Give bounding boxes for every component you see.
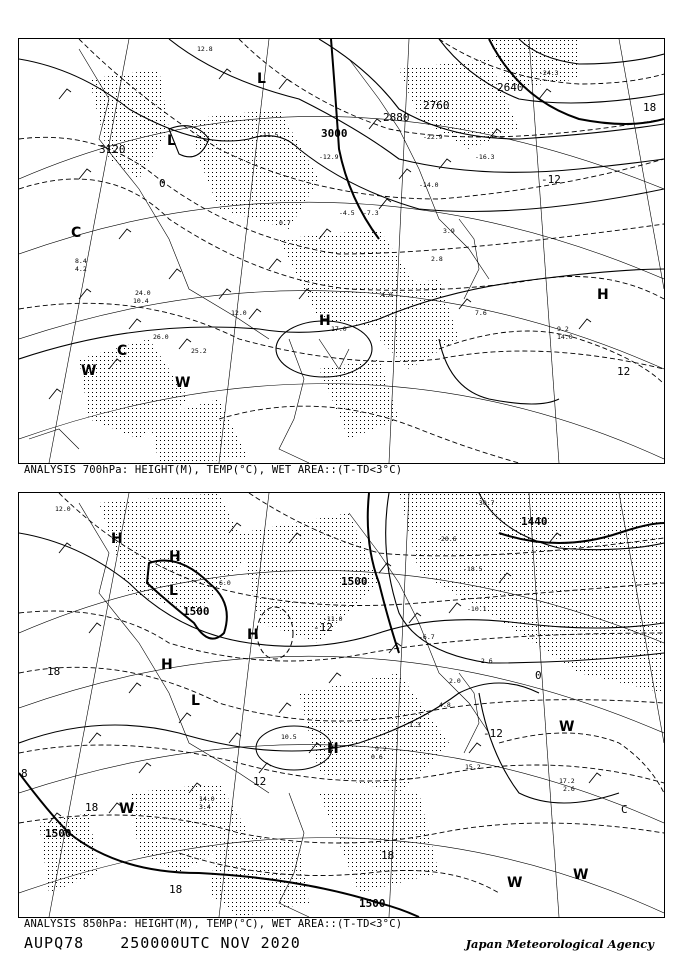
station-value: 17.0 [331,325,347,333]
station-value: 12.0 [231,309,247,317]
pressure-center: H [319,313,331,329]
temp-label: 0 [535,669,542,682]
station-value: 4.0 [381,291,393,299]
chart-code: AUPQ78 [24,934,85,952]
pressure-center: H [111,531,123,547]
station-value: 0.6 [371,753,383,761]
temp-label: 18 [47,665,61,678]
station-value: -4.5 [339,209,355,217]
station-value: -16.3 [475,153,495,161]
station-value: 17.2 [559,777,575,785]
height-label: 3120 [99,143,126,156]
station-value: -11.0 [323,615,343,623]
station-value: 2.0 [449,677,461,685]
temp-label: 12 [617,365,631,378]
pressure-center: W [175,375,191,391]
station-value: 7.6 [475,309,487,317]
temp-label: 18 [643,101,657,114]
station-value: -11.5 [259,131,279,139]
station-value: 14.0 [199,795,215,803]
station-value: -24.3 [539,69,559,77]
chart-identifier [24,934,327,952]
temp-label: -12 [541,173,561,186]
station-value: 4.2 [75,265,87,273]
temp-label: 18 [85,801,99,814]
height-label: 1500 [359,897,386,910]
station-value: 2.8 [431,255,443,263]
pressure-center: L [167,133,176,149]
pressure-center: H [161,657,173,673]
pressure-center: C [117,343,128,359]
temp-label: 18 [381,849,395,862]
station-value: -12.9 [319,153,339,161]
caption-850hpa: ANALYSIS 850hPa: HEIGHT(M), TEMP(°C), WET AREA::(T-TD<3°C) [24,918,403,930]
station-value: -30.7 [475,499,495,507]
station-value: 25.2 [191,347,207,355]
temp-label: 0 [159,177,166,190]
height-label: 3000 [321,127,348,140]
station-value: 24.0 [135,289,151,297]
height-label: 2760 [423,99,450,112]
pressure-center: W [119,801,135,817]
height-label: 2880 [383,111,410,124]
temp-label: -12 [313,621,333,634]
caption-700hpa: ANALYSIS 700hPa: HEIGHT(M), TEMP(°C), WET AREA::(T-TD<3°C) [24,464,403,476]
station-value: 9.2 [375,745,387,753]
height-label: 1440 [521,515,548,528]
station-value: 12.8 [197,45,213,53]
map-700hpa-svg [19,39,664,463]
station-value: -14.0 [419,181,439,189]
pressure-center: W [573,867,589,883]
pressure-center: W [559,719,575,735]
height-label: 1500 [45,827,72,840]
station-value: 6.0 [219,579,231,587]
station-value: 15.2 [465,763,481,771]
temp-label: -12 [483,727,503,740]
station-value: 2.6 [563,785,575,793]
pressure-center: C [71,225,82,241]
height-label: 1500 [341,575,368,588]
map-850hpa-svg [19,493,664,917]
station-value: -22.9 [423,133,443,141]
temp-label: C [621,803,628,816]
pressure-center: H [169,549,181,565]
pressure-center: L [257,71,266,87]
height-label: 1500 [183,605,210,618]
temp-label: 8 [21,767,28,780]
station-value: 1.3 [409,721,421,729]
station-value: 14.0 [557,333,573,341]
station-value: 0.7 [279,219,291,227]
temp-label: 12 [253,775,267,788]
agency-credit: Japan Meteorological Agency [465,937,654,951]
pressure-center: W [81,363,97,379]
station-value: -2.6 [477,657,493,665]
station-value: 8.4 [75,257,87,265]
station-value: 3.4 [199,803,211,811]
station-value: 12.0 [55,505,71,513]
pressure-center: L [191,693,200,709]
station-value: 26.0 [153,333,169,341]
station-value: -10.1 [467,605,487,613]
wet-areas-850 [39,493,664,917]
station-value: -6.7 [419,633,435,641]
pressure-center: W [507,875,523,891]
pressure-center: H [247,627,259,643]
station-value: -7.3 [363,209,379,217]
station-value: 3.9 [443,227,455,235]
temp-label: 18 [169,883,183,896]
pressure-center: H [597,287,609,303]
pressure-center: L [169,583,178,599]
station-value: -18.5 [463,565,483,573]
station-value: 10.5 [281,733,297,741]
station-value: 9.2 [557,325,569,333]
wet-areas-700 [79,39,579,463]
station-value: -20.6 [437,535,457,543]
station-value: 10.4 [133,297,149,305]
analysis-datetime: 250000UTC NOV 2020 [120,934,301,952]
map-panel-850hpa [18,492,665,918]
station-value: 4.8 [439,701,451,709]
map-panel-700hpa [18,38,665,464]
pressure-center: H [327,741,339,757]
height-label: 2640 [497,81,524,94]
